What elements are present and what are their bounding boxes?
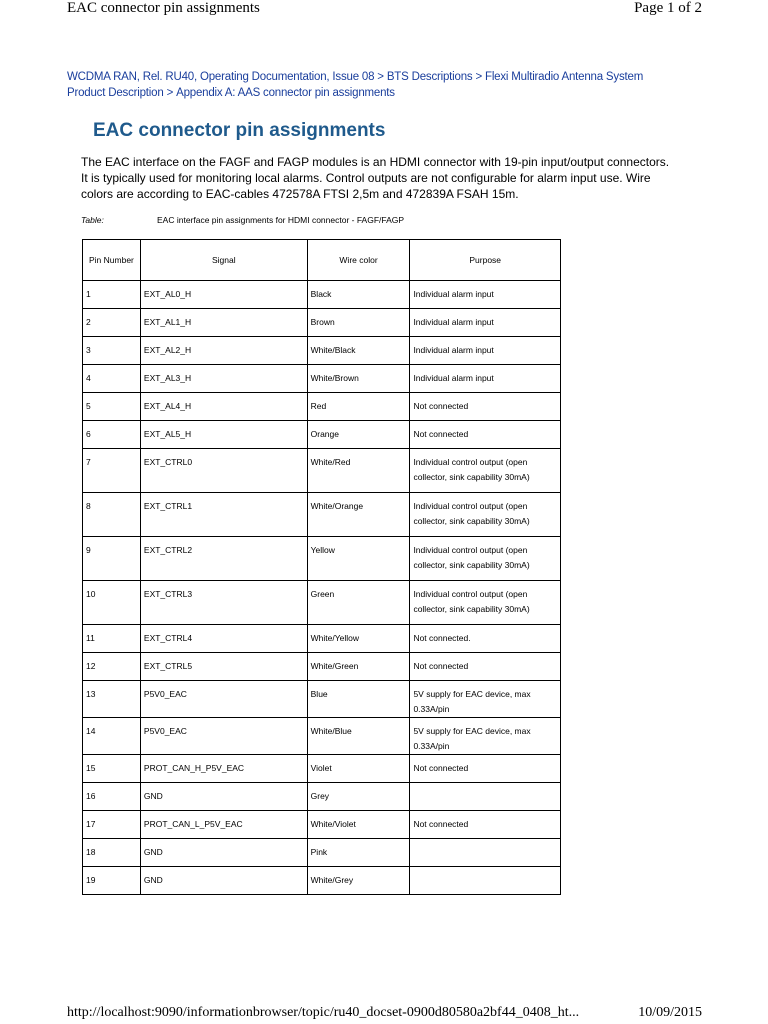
breadcrumb (67, 69, 677, 101)
print-header (67, 0, 702, 22)
purpose-cell: Not connected (410, 393, 561, 421)
wire-color-cell: Blue (307, 681, 410, 718)
pin-number-cell: 14 (83, 718, 141, 755)
wire-color-cell: White/Yellow (307, 625, 410, 653)
signal-cell: EXT_CTRL2 (140, 537, 307, 581)
table-row (83, 755, 561, 783)
signal-cell: EXT_CTRL5 (140, 653, 307, 681)
table-row (83, 581, 561, 625)
purpose-cell: Individual alarm input (410, 365, 561, 393)
wire-color-cell: Pink (307, 839, 410, 867)
table-row (83, 421, 561, 449)
table-caption (81, 215, 404, 225)
column-header-purpose: Purpose (410, 240, 561, 281)
wire-color-cell: Yellow (307, 537, 410, 581)
purpose-cell: 5V supply for EAC device, max 0.33A/pin (410, 718, 561, 755)
purpose-cell: Individual alarm input (410, 337, 561, 365)
print-header-title: EAC connector pin assignments (67, 0, 260, 16)
purpose-cell (410, 783, 561, 811)
table-row (83, 365, 561, 393)
table-row (83, 839, 561, 867)
wire-color-cell: Black (307, 281, 410, 309)
intro-paragraph: The EAC interface on the FAGF and FAGP modules is an HDMI connector with 19-pin input/output connectors. It is typically used for monitoring local alarms. Control outputs are not configurable for alarm input use. Wire colors are according to EAC-cables 472578A FTSI 2,5m and 472839A FSAH 15m. (81, 155, 670, 201)
pin-number-cell: 1 (83, 281, 141, 309)
wire-color-cell: White/Grey (307, 867, 410, 895)
pin-number-cell: 6 (83, 421, 141, 449)
pin-number-cell: 3 (83, 337, 141, 365)
signal-cell: EXT_AL3_H (140, 365, 307, 393)
table-row (83, 309, 561, 337)
signal-cell: EXT_CTRL4 (140, 625, 307, 653)
table-row (83, 393, 561, 421)
signal-cell: GND (140, 783, 307, 811)
column-header-wire-color: Wire color (307, 240, 410, 281)
signal-cell: GND (140, 867, 307, 895)
signal-cell: EXT_CTRL0 (140, 449, 307, 493)
breadcrumb-link-bts-descriptions[interactable]: BTS Descriptions (386, 71, 473, 83)
breadcrumb-separator: > (166, 87, 174, 99)
wire-color-cell: White/Brown (307, 365, 410, 393)
breadcrumb-separator: > (377, 71, 384, 83)
pin-assignment-table (82, 239, 561, 895)
table-body (83, 281, 561, 895)
wire-color-cell: White/Green (307, 653, 410, 681)
purpose-cell: Not connected (410, 653, 561, 681)
breadcrumb-link-operating-documentation[interactable]: WCDMA RAN, Rel. RU40, Operating Documentation, Issue 08 (67, 71, 375, 83)
table-row (83, 867, 561, 895)
table-row (83, 493, 561, 537)
wire-color-cell: Green (307, 581, 410, 625)
purpose-cell: Individual control output (open collector, sink capability 30mA) (410, 537, 561, 581)
print-footer-date: 10/09/2015 (638, 1005, 702, 1020)
wire-color-cell: Red (307, 393, 410, 421)
table-header-row (83, 240, 561, 281)
wire-color-cell: Grey (307, 783, 410, 811)
signal-cell: EXT_AL1_H (140, 309, 307, 337)
signal-cell: P5V0_EAC (140, 681, 307, 718)
wire-color-cell: White/Red (307, 449, 410, 493)
wire-color-cell: Brown (307, 309, 410, 337)
signal-cell: EXT_AL2_H (140, 337, 307, 365)
signal-cell: EXT_CTRL3 (140, 581, 307, 625)
table-row (83, 337, 561, 365)
pin-number-cell: 17 (83, 811, 141, 839)
signal-cell: EXT_AL5_H (140, 421, 307, 449)
purpose-cell: Not connected (410, 811, 561, 839)
wire-color-cell: White/Black (307, 337, 410, 365)
wire-color-cell: Violet (307, 755, 410, 783)
pin-number-cell: 15 (83, 755, 141, 783)
breadcrumb-link-antenna-system-description[interactable]: Flexi Multiradio Antenna System Product Description (67, 71, 644, 99)
wire-color-cell: White/Violet (307, 811, 410, 839)
page-title: EAC connector pin assignments (93, 120, 386, 141)
table-row (83, 625, 561, 653)
table-row (83, 718, 561, 755)
pin-number-cell: 11 (83, 625, 141, 653)
table-row (83, 537, 561, 581)
wire-color-cell: Orange (307, 421, 410, 449)
print-footer-url: http://localhost:9090/informationbrowser/topic/ru40_docset-0900d80580a2bf44_0408_ht... (67, 1005, 580, 1020)
wire-color-cell: White/Orange (307, 493, 410, 537)
pin-number-cell: 13 (83, 681, 141, 718)
table-row (83, 783, 561, 811)
wire-color-cell: White/Blue (307, 718, 410, 755)
purpose-cell (410, 867, 561, 895)
print-header-page-number: Page 1 of 2 (634, 0, 702, 16)
pin-number-cell: 16 (83, 783, 141, 811)
pin-number-cell: 19 (83, 867, 141, 895)
purpose-cell: Not connected (410, 755, 561, 783)
purpose-cell: Not connected. (410, 625, 561, 653)
purpose-cell: Not connected (410, 421, 561, 449)
signal-cell: GND (140, 839, 307, 867)
table-row (83, 681, 561, 718)
purpose-cell: Individual alarm input (410, 309, 561, 337)
purpose-cell: Individual alarm input (410, 281, 561, 309)
signal-cell: EXT_CTRL1 (140, 493, 307, 537)
signal-cell: PROT_CAN_L_P5V_EAC (140, 811, 307, 839)
purpose-cell: Individual control output (open collector, sink capability 30mA) (410, 581, 561, 625)
pin-number-cell: 8 (83, 493, 141, 537)
table-row (83, 281, 561, 309)
purpose-cell: Individual control output (open collector, sink capability 30mA) (410, 493, 561, 537)
pin-number-cell: 9 (83, 537, 141, 581)
table-row (83, 811, 561, 839)
breadcrumb-separator: > (475, 71, 482, 83)
signal-cell: PROT_CAN_H_P5V_EAC (140, 755, 307, 783)
table-caption-label: Table: (81, 215, 104, 225)
purpose-cell: Individual control output (open collector, sink capability 30mA) (410, 449, 561, 493)
table-row (83, 449, 561, 493)
pin-number-cell: 4 (83, 365, 141, 393)
breadcrumb-link-appendix-a[interactable]: Appendix A: AAS connector pin assignments (176, 87, 395, 99)
column-header-signal: Signal (140, 240, 307, 281)
pin-number-cell: 10 (83, 581, 141, 625)
signal-cell: EXT_AL0_H (140, 281, 307, 309)
column-header-pin-number: Pin Number (83, 240, 141, 281)
signal-cell: P5V0_EAC (140, 718, 307, 755)
pin-number-cell: 2 (83, 309, 141, 337)
table-row (83, 653, 561, 681)
pin-number-cell: 5 (83, 393, 141, 421)
pin-number-cell: 18 (83, 839, 141, 867)
purpose-cell: 5V supply for EAC device, max 0.33A/pin (410, 681, 561, 718)
table-caption-text: EAC interface pin assignments for HDMI connector - FAGF/FAGP (157, 215, 405, 225)
pin-number-cell: 7 (83, 449, 141, 493)
signal-cell: EXT_AL4_H (140, 393, 307, 421)
pin-number-cell: 12 (83, 653, 141, 681)
purpose-cell (410, 839, 561, 867)
